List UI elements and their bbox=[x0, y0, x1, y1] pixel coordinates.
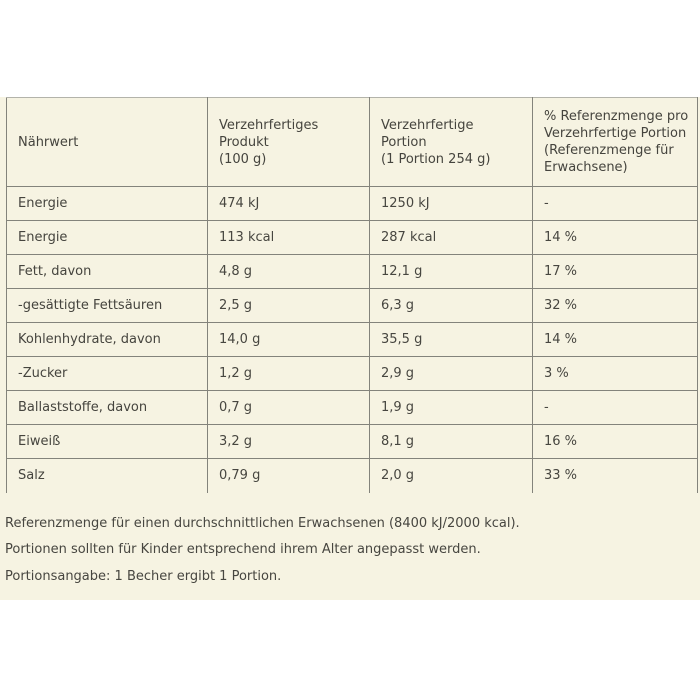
table-row bbox=[7, 357, 698, 391]
table-row bbox=[7, 187, 698, 221]
value-per-portion: 35,5 g bbox=[370, 323, 533, 357]
value-per-100g: 1,2 g bbox=[208, 357, 370, 391]
column-header-per-100g bbox=[208, 98, 370, 187]
table-row bbox=[7, 391, 698, 425]
value-per-100g: 0,79 g bbox=[208, 459, 370, 493]
header-row bbox=[7, 98, 698, 187]
nutrient-label: Ballaststoffe, davon bbox=[7, 391, 208, 425]
nutrient-label: -Zucker bbox=[7, 357, 208, 391]
value-reference-percent: 14 % bbox=[533, 221, 698, 255]
nutrient-label: Energie bbox=[7, 221, 208, 255]
value-reference-percent: - bbox=[533, 187, 698, 221]
value-reference-percent: 17 % bbox=[533, 255, 698, 289]
table-row bbox=[7, 323, 698, 357]
value-per-100g: 4,8 g bbox=[208, 255, 370, 289]
value-per-portion: 6,3 g bbox=[370, 289, 533, 323]
header-line: Erwachsene) bbox=[544, 160, 628, 175]
header-line: % Referenzmenge pro bbox=[544, 109, 689, 124]
table-row bbox=[7, 255, 698, 289]
nutrient-label: -gesättigte Fettsäuren bbox=[7, 289, 208, 323]
value-per-100g: 2,5 g bbox=[208, 289, 370, 323]
header-line: Portion bbox=[381, 134, 427, 150]
header-line: (100 g) bbox=[219, 151, 267, 167]
value-per-portion: 2,0 g bbox=[370, 459, 533, 493]
footnotes bbox=[5, 515, 700, 585]
header-line: (1 Portion 254 g) bbox=[381, 151, 491, 167]
value-per-portion: 1250 kJ bbox=[370, 187, 533, 221]
header-line: Produkt bbox=[219, 134, 269, 150]
value-per-100g: 474 kJ bbox=[208, 187, 370, 221]
nutrient-label: Kohlenhydrate, davon bbox=[7, 323, 208, 357]
value-reference-percent: - bbox=[533, 391, 698, 425]
note-children-portions: Portionen sollten für Kinder entsprechend ihrem Alter angepasst werden. bbox=[5, 542, 481, 557]
header-line: Verzehrfertiges bbox=[219, 117, 319, 133]
table-row bbox=[7, 221, 698, 255]
nutrient-label: Salz bbox=[7, 459, 208, 493]
column-header-reference-percent bbox=[533, 98, 698, 187]
value-per-100g: 14,0 g bbox=[208, 323, 370, 357]
value-per-100g: 3,2 g bbox=[208, 425, 370, 459]
value-reference-percent: 3 % bbox=[533, 357, 698, 391]
value-per-portion: 1,9 g bbox=[370, 391, 533, 425]
header-line: Verzehrfertige Portion bbox=[544, 126, 687, 141]
table-row bbox=[7, 459, 698, 493]
value-per-portion: 2,9 g bbox=[370, 357, 533, 391]
header-line: (Referenzmenge für bbox=[544, 143, 674, 158]
value-per-100g: 0,7 g bbox=[208, 391, 370, 425]
value-reference-percent: 33 % bbox=[533, 459, 698, 493]
table-row bbox=[7, 425, 698, 459]
nutrition-panel bbox=[0, 97, 700, 600]
header-line: Verzehrfertige bbox=[381, 117, 474, 133]
value-per-portion: 8,1 g bbox=[370, 425, 533, 459]
nutrition-table bbox=[6, 97, 698, 493]
nutrient-label: Eiweiß bbox=[7, 425, 208, 459]
note-reference-amount: Referenzmenge für einen durchschnittlichen Erwachsenen (8400 kJ/2000 kcal). bbox=[5, 515, 520, 531]
value-reference-percent: 16 % bbox=[533, 425, 698, 459]
value-reference-percent: 14 % bbox=[533, 323, 698, 357]
note-portion-info: Portionsangabe: 1 Becher ergibt 1 Portion. bbox=[5, 568, 282, 584]
column-header-naehrwert: Nährwert bbox=[7, 98, 208, 187]
value-per-portion: 12,1 g bbox=[370, 255, 533, 289]
table-row bbox=[7, 289, 698, 323]
nutrient-label: Fett, davon bbox=[7, 255, 208, 289]
value-reference-percent: 32 % bbox=[533, 289, 698, 323]
value-per-portion: 287 kcal bbox=[370, 221, 533, 255]
value-per-100g: 113 kcal bbox=[208, 221, 370, 255]
nutrient-label: Energie bbox=[7, 187, 208, 221]
column-header-per-portion bbox=[370, 98, 533, 187]
